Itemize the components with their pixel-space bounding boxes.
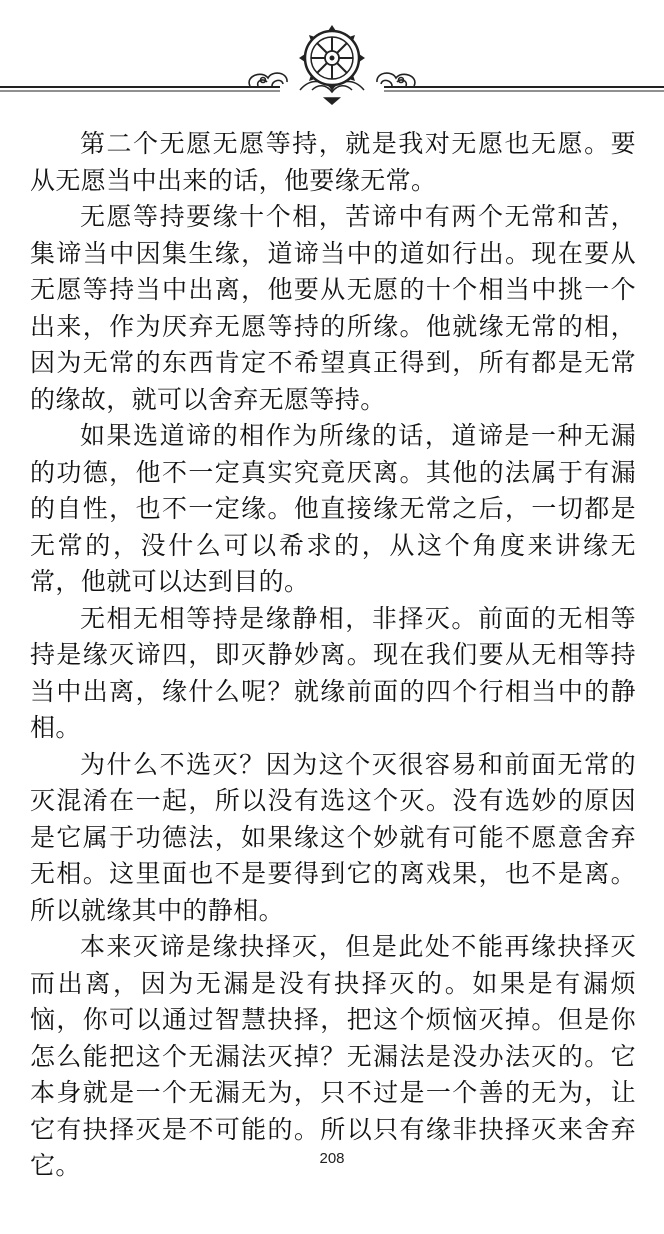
cloud-scroll-right-icon <box>377 73 415 86</box>
paragraph: 如果选道谛的相作为所缘的话，道谛是一种无漏的功德，他不一定真实究竟厌离。其他的法属于有漏的自性，也不一定缘。他直接缘无常之后，一切都是无常的，没什么可以希求的，从这个角度来讲缘无常，他就可以达到目的。 <box>30 421 636 596</box>
cloud-scroll-left-icon <box>249 73 287 86</box>
header-ornament <box>0 0 664 110</box>
paragraph: 无相无相等持是缘静相，非择灭。前面的无相等持是缘灭谛四，即灭静妙离。现在我们要从无相等持当中出离，缘什么呢？就缘前面的四个行相当中的静相。 <box>30 603 636 742</box>
dharma-wheel-icon <box>299 25 365 91</box>
paragraph: 为什么不选灭？因为这个灭很容易和前面无常的灭混淆在一起，所以没有选这个灭。没有选妙的原因是它属于功德法，如果缘这个妙就有可能不愿意舍弃无相。这里面也不是要得到它的离戏果，也不是离。所以就缘其中的静相。 <box>30 749 636 925</box>
page-number: 208 <box>319 1150 345 1167</box>
paragraph: 第二个无愿无愿等持，就是我对无愿也无愿。要从无愿当中出来的话，他要缘无常。 <box>30 129 636 195</box>
page-body <box>30 126 636 1185</box>
paragraph: 本来灭谛是缘抉择灭，但是此处不能再缘抉择灭而出离，因为无漏是没有抉择灭的。如果是有漏烦恼，你可以通过智慧抉择，把这个烦恼灭掉。但是你怎么能把这个无漏法灭掉？无漏法是没办法灭的。它本身就是一个无漏无为，只不过是一个善的无为，让它有抉择灭是不可能的。所以只有缘非抉择灭来舍弃它。 <box>30 932 636 1180</box>
paragraph: 无愿等持要缘十个相，苦谛中有两个无常和苦，集谛当中因集生缘，道谛当中的道如行出。现在要从无愿等持当中出离，他要从无愿的十个相当中挑一个出来，作为厌弃无愿等持的所缘。他就缘无常的相，因为无常的东西肯定不希望真正得到，所有都是无常的缘故，就可以舍弃无愿等持。 <box>30 202 636 414</box>
page-header <box>0 0 664 110</box>
